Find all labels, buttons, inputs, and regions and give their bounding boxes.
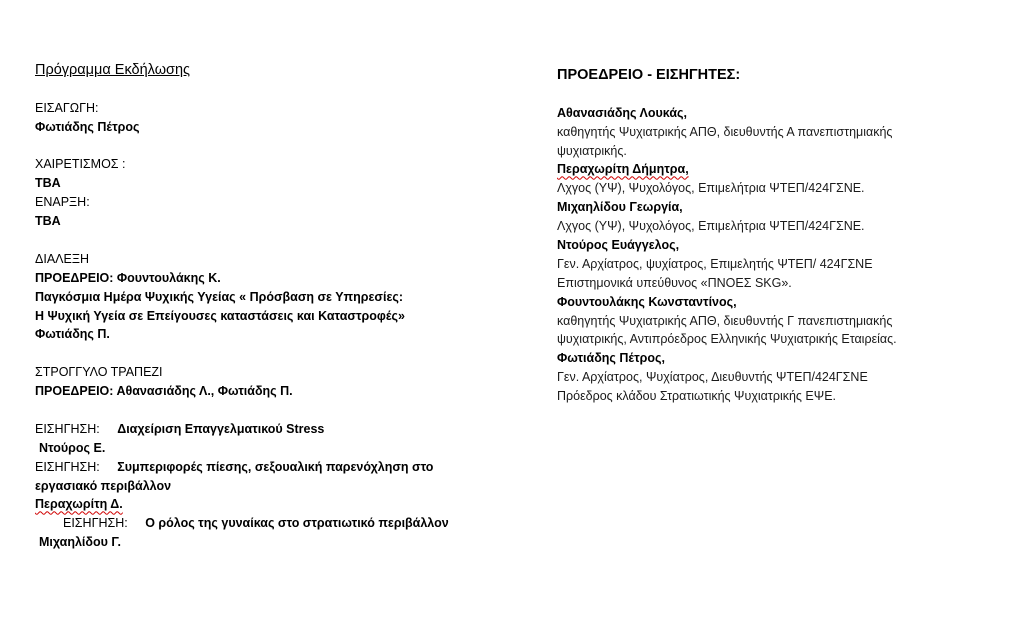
speaker-name: Μιχαηλίδου Γεωργία,	[557, 200, 683, 215]
greeting-value: ΤΒΑ	[35, 176, 61, 191]
speaker-name	[557, 160, 997, 179]
talk-2-label: ΕΙΣΗΓΗΣΗ:	[35, 459, 100, 474]
round-table-label: ΣΤΡΟΓΓΥΛΟ ΤΡΑΠΕΖΙ	[35, 365, 163, 380]
greeting-label: ΧΑΙΡΕΤΙΣΜΟΣ :	[35, 157, 126, 172]
speaker-bio-line: ψυχιατρικής.	[557, 143, 627, 158]
lecture-title-line-2: Η Ψυχική Υγεία σε Επείγουσες καταστάσεις και Καταστροφές»	[35, 308, 405, 323]
lecture-chair: ΠΡΟΕΔΡΕΙΟ: Φουντουλάκης Κ.	[35, 270, 221, 285]
lecture-label: ΔΙΑΛΕΞΗ	[35, 251, 89, 266]
speaker-bio-line: Λχγος (ΥΨ), Ψυχολόγος, Επιμελήτρια ΨΤΕΠ/424ΓΣΝΕ.	[557, 219, 865, 234]
talk-1-label: ΕΙΣΗΓΗΣΗ:	[35, 421, 100, 436]
speaker-bio-line: Γεν. Αρχίατρος, ψυχίατρος, Επιμελητής ΨΤΕΠ/ 424ΓΣΝΕ	[557, 256, 873, 271]
round-table-chair: ΠΡΟΕΔΡΕΙΟ: Αθανασιάδης Λ., Φωτιάδης Π.	[35, 384, 293, 399]
speaker-bio-line: Πρόεδρος κλάδου Στρατιωτικής Ψυχιατρικής ΕΨΕ.	[557, 389, 837, 404]
lecture-title-line-1: Παγκόσμια Ημέρα Ψυχικής Υγείας « Πρόσβαση σε Υπηρεσίες:	[35, 289, 404, 304]
speaker-bio-line: Γεν. Αρχίατρος, Ψυχίατρος, Διευθυντής ΨΤΕΠ/424ΓΣΝΕ	[557, 370, 868, 385]
talk-3	[35, 514, 515, 533]
speakers-title: ΠΡΟΕΔΡΕΙΟ - ΕΙΣΗΓΗΤΕΣ:	[557, 67, 741, 83]
talk-1-speaker: Ντούρος Ε.	[39, 440, 106, 455]
speakers-column	[557, 0, 997, 406]
program-column	[35, 0, 515, 552]
intro-label: ΕΙΣΑΓΩΓΗ:	[35, 100, 99, 115]
talk-1-title: Διαχείριση Επαγγελματικού Stress	[117, 421, 325, 436]
speaker-name: Ντούρος Ευάγγελος,	[557, 238, 680, 253]
talk-3-label: ΕΙΣΗΓΗΣΗ:	[63, 516, 128, 531]
intro-name: Φωτιάδης Πέτρος	[35, 119, 140, 134]
talk-2-title-line-2: εργασιακό περιβάλλον	[35, 478, 172, 493]
opening-value: ΤΒΑ	[35, 214, 61, 229]
talk-2-speaker	[35, 495, 515, 514]
speaker-name-text: Περαχωρίτη Δήμητρα,	[557, 162, 689, 177]
talk-2	[35, 458, 515, 477]
speaker-bio-line: ψυχιατρικής, Αντιπρόεδρος Ελληνικής Ψυχιατρικής Εταιρείας.	[557, 332, 897, 347]
talk-2-title: Συμπεριφορές πίεσης, σεξουαλική παρενόχληση στο	[117, 459, 434, 474]
speaker-bio-line: Επιστημονικά υπεύθυνος «ΠΝΟΕΣ SKG».	[557, 275, 792, 290]
speaker-bio-line: καθηγητής Ψυχιατρικής ΑΠΘ, διευθυντής Γ πανεπιστημιακής	[557, 313, 893, 328]
speaker-name: Φουντουλάκης Κωνσταντίνος,	[557, 294, 737, 309]
speaker-name: Αθανασιάδης Λουκάς,	[557, 105, 687, 120]
lecture-speaker: Φωτιάδης Π.	[35, 327, 110, 342]
speaker-name: Φωτιάδης Πέτρος,	[557, 351, 665, 366]
program-title: Πρόγραμμα Εκδήλωσης	[35, 62, 191, 78]
talk-3-title: Ο ρόλος της γυναίκας στο στρατιωτικό περιβάλλον	[145, 516, 449, 531]
speaker-bio-line: καθηγητής Ψυχιατρικής ΑΠΘ, διευθυντής Α πανεπιστημιακής	[557, 124, 893, 139]
opening-label: ΕΝΑΡΞΗ:	[35, 195, 90, 210]
speaker-bio-line: Λχγος (ΥΨ), Ψυχολόγος, Επιμελήτρια ΨΤΕΠ/424ΓΣΝΕ.	[557, 181, 865, 196]
talk-3-speaker: Μιχαηλίδου Γ.	[39, 535, 121, 550]
talk-2-speaker-name: Περαχωρίτη Δ.	[35, 497, 123, 512]
talk-1	[35, 420, 515, 439]
